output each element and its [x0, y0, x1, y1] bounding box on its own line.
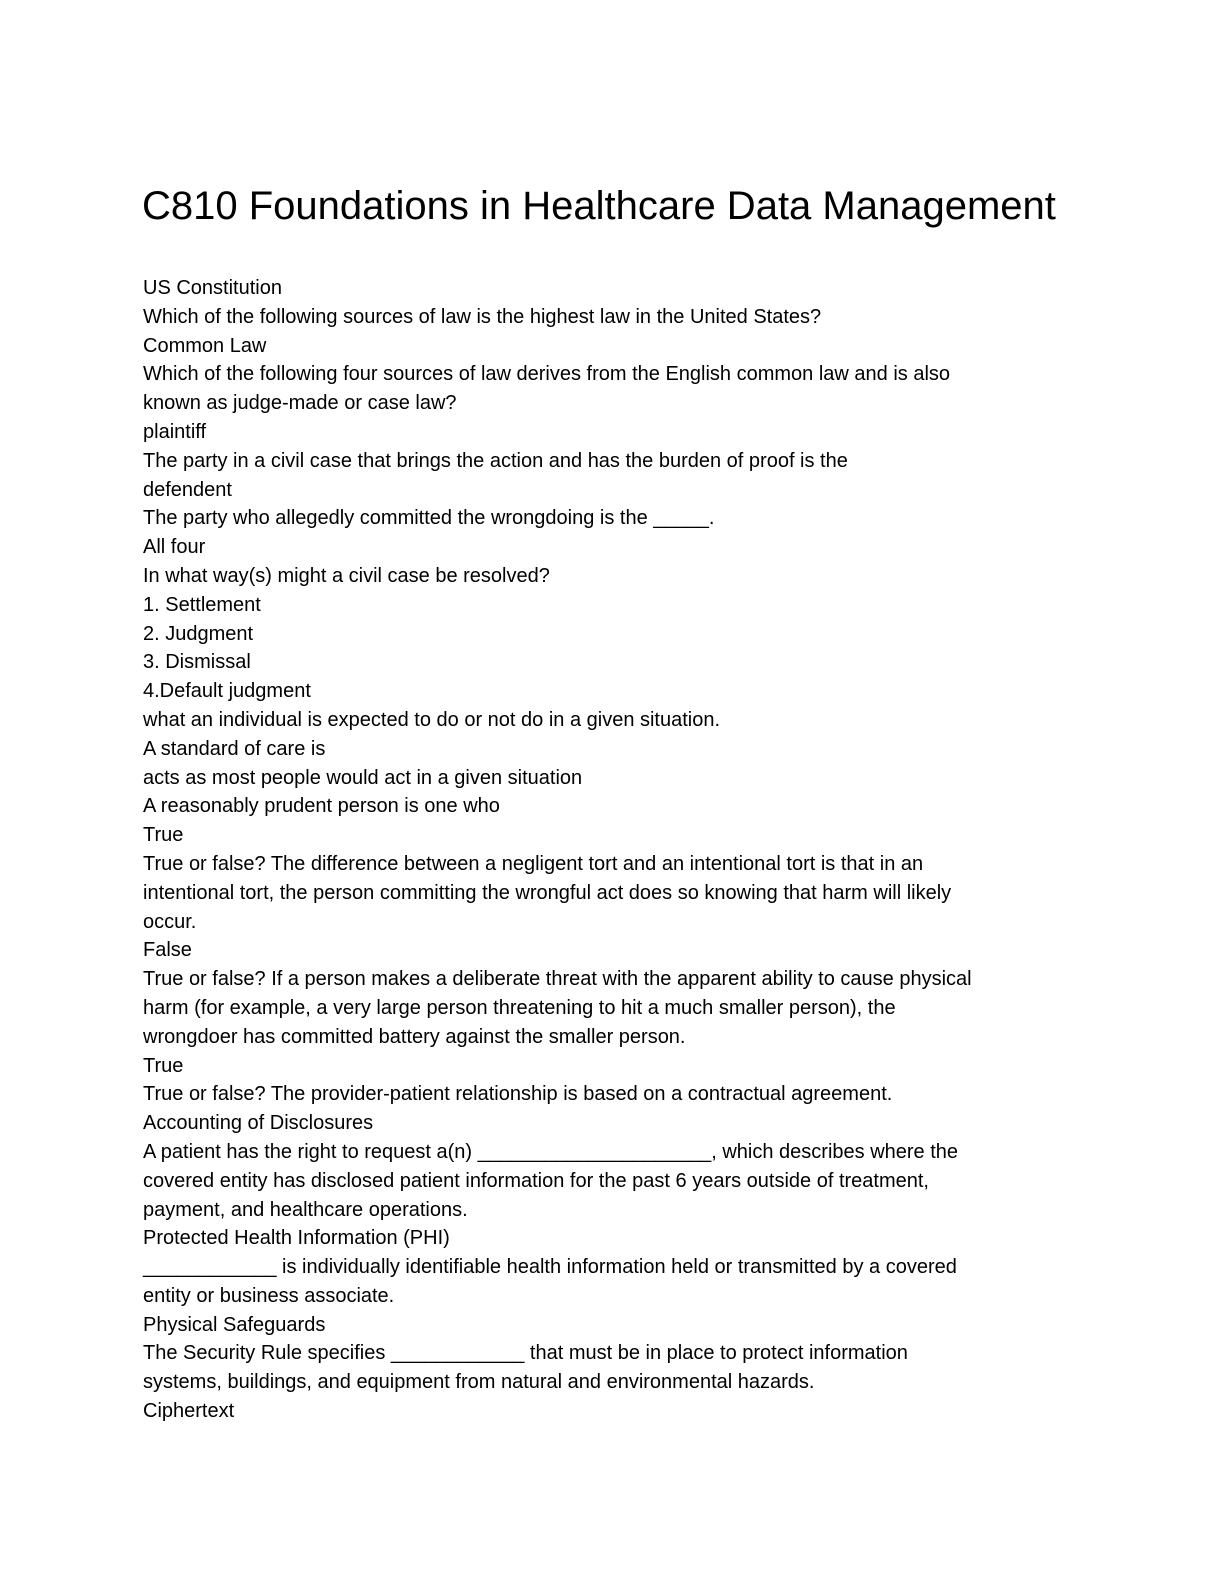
text-line: True or false? If a person makes a deliberate threat with the apparent ability to cause physical	[143, 968, 972, 991]
text-line: True	[143, 1054, 184, 1077]
text-line: All four	[143, 536, 206, 559]
document-body	[143, 274, 1063, 1426]
text-line: 3. Dismissal	[143, 651, 251, 674]
text-line: wrongdoer has committed battery against the smaller person.	[143, 1025, 686, 1048]
text-line: systems, buildings, and equipment from natural and environmental hazards.	[143, 1371, 815, 1394]
text-line: True or false? The provider-patient relationship is based on a contractual agreement.	[143, 1083, 893, 1106]
text-line: entity or business associate.	[143, 1284, 395, 1307]
text-line: US Constitution	[143, 277, 282, 299]
text-line: defendent	[143, 478, 232, 501]
text-line: harm (for example, a very large person threatening to hit a much smaller person), the	[143, 996, 896, 1019]
text-line: known as judge-made or case law?	[143, 392, 457, 415]
text-line: covered entity has disclosed patient information for the past 6 years outside of treatment,	[143, 1169, 929, 1192]
text-line: 1. Settlement	[143, 593, 261, 616]
text-line: A standard of care is	[143, 737, 326, 760]
text-line: 4.Default judgment	[143, 680, 311, 703]
text-line: what an individual is expected to do or not do in a given situation.	[143, 708, 721, 731]
text-line: ____________ is individually identifiable health information held or transmitted by a covered	[143, 1256, 957, 1279]
text-line: payment, and healthcare operations.	[143, 1198, 468, 1221]
text-line: The party who allegedly committed the wrongdoing is the _____.	[143, 507, 715, 530]
text-line: The Security Rule specifies ____________ that must be in place to protect information	[143, 1342, 908, 1365]
text-line: True or false? The difference between a negligent tort and an intentional tort is that in an	[143, 852, 924, 875]
text-line: Which of the following four sources of law derives from the English common law and is also	[143, 363, 951, 386]
text-line: True	[143, 824, 184, 847]
text-line: In what way(s) might a civil case be resolved?	[143, 564, 550, 587]
text-line: The party in a civil case that brings the action and has the burden of proof is the	[143, 449, 848, 472]
text-line: acts as most people would act in a given situation	[143, 766, 583, 789]
text-line: 2. Judgment	[143, 622, 254, 645]
text-line: Which of the following sources of law is the highest law in the United States?	[143, 305, 822, 328]
text-line: Protected Health Information (PHI)	[143, 1227, 450, 1250]
text-line: A patient has the right to request a(n) _____________________, which describes where the	[143, 1140, 959, 1163]
text-line: Ciphertext	[143, 1400, 235, 1423]
text-line: False	[143, 939, 192, 962]
text-line: occur.	[143, 910, 197, 933]
text-line: plaintiff	[143, 420, 207, 443]
text-line: Physical Safeguards	[143, 1313, 326, 1336]
text-line: intentional tort, the person committing the wrongful act does so knowing that harm will likely	[143, 881, 952, 904]
document-title: C810 Foundations in Healthcare Data Management	[142, 184, 1056, 228]
text-line: Common Law	[143, 334, 267, 357]
text-line: Accounting of Disclosures	[143, 1112, 374, 1135]
text-line: A reasonably prudent person is one who	[143, 795, 500, 818]
